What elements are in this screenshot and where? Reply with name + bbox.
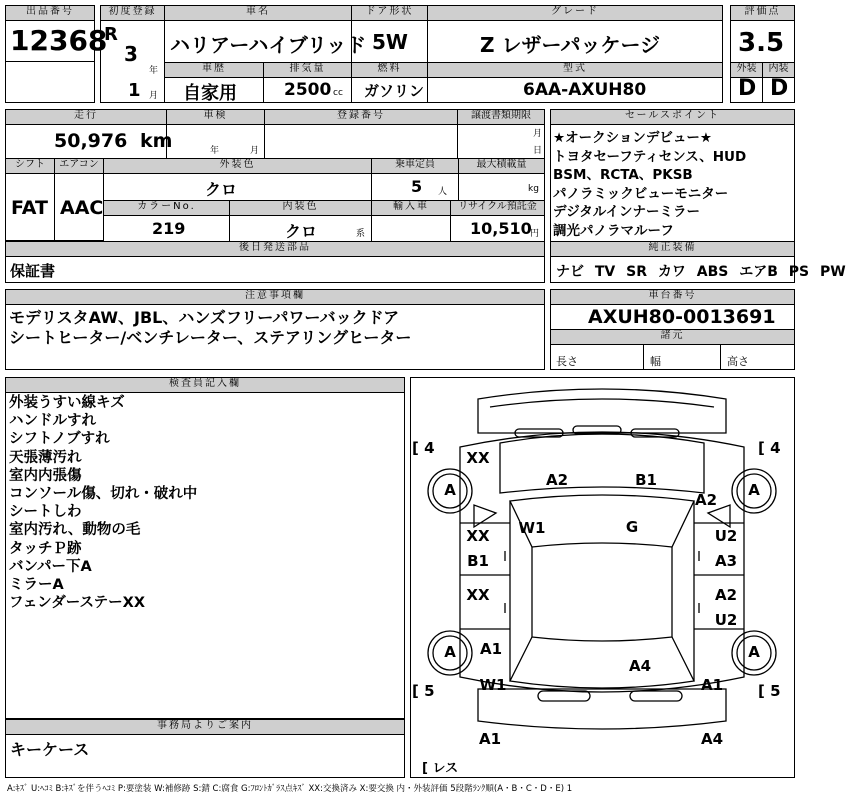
model: 6AA-AXUH80 bbox=[523, 80, 647, 100]
lot-no-header: 出品番号 bbox=[5, 5, 95, 21]
grade: Z レザーパッケージ bbox=[480, 33, 661, 57]
inspector-line: ハンドルすれ bbox=[9, 413, 96, 430]
mark-rear-glass: W1 bbox=[479, 676, 507, 694]
dims-header: 諸元 bbox=[550, 329, 795, 345]
capacity-unit: 人 bbox=[438, 187, 448, 197]
chassis-header: 車台番号 bbox=[550, 289, 795, 305]
width-label: 幅 bbox=[650, 355, 661, 368]
insp-month-unit: 月 bbox=[250, 146, 260, 156]
mark-rr-door2: U2 bbox=[714, 611, 738, 629]
int-color: クロ bbox=[285, 222, 318, 241]
month-unit: 月 bbox=[149, 91, 159, 101]
mark-roof: G bbox=[625, 518, 639, 536]
tread-rl: [ 5 bbox=[412, 682, 435, 700]
reg-month: 1 bbox=[128, 80, 141, 101]
equip-ps: PS bbox=[788, 264, 810, 280]
score-header: 評価点 bbox=[730, 5, 795, 21]
sales-line: BSM、RCTA、PKSB bbox=[553, 167, 693, 183]
inspector-header: 検査員記入欄 bbox=[5, 377, 405, 393]
lot-no-blank bbox=[5, 61, 95, 103]
wheel-rl-mark: A bbox=[444, 643, 456, 661]
model-header: 型式 bbox=[427, 62, 723, 78]
later-parts: 保証書 bbox=[10, 262, 56, 280]
plate-header: 登録番号 bbox=[264, 109, 458, 125]
equipment-header: 純正装備 bbox=[550, 241, 795, 257]
capacity-header: 乗車定員 bbox=[371, 158, 459, 174]
transfer-box bbox=[457, 124, 545, 159]
displacement-header: 排気量 bbox=[263, 62, 352, 78]
height-label: 高さ bbox=[727, 355, 749, 368]
notes-text bbox=[9, 308, 411, 348]
mark-l-quarter: A1 bbox=[479, 640, 503, 658]
mark-rf-door2: A3 bbox=[714, 552, 738, 570]
score: 3.5 bbox=[738, 28, 785, 58]
first-reg-header: 初度登録 bbox=[100, 5, 165, 21]
mark-rr-door: A2 bbox=[714, 586, 738, 604]
color-no-header: カラーNo. bbox=[103, 200, 230, 216]
mileage-header: 走行 bbox=[5, 109, 167, 125]
mileage: 50,976 bbox=[54, 130, 128, 152]
car-name-header: 車名 bbox=[164, 5, 352, 21]
color: クロ bbox=[205, 180, 238, 199]
mark-r-quarter: A1 bbox=[700, 676, 724, 694]
equip-pw: PW bbox=[820, 264, 846, 280]
later-header: 後日発送部品 bbox=[5, 241, 545, 257]
import-header: 輸入車 bbox=[371, 200, 451, 216]
office-header: 事務局よりご案内 bbox=[5, 719, 405, 735]
inspector-line: フェンダーステーXX bbox=[9, 595, 146, 612]
equip-airbag: エアB bbox=[739, 264, 778, 280]
grade-header: グレード bbox=[427, 5, 723, 21]
equip-abs: ABS bbox=[696, 264, 729, 280]
mark-lr-door: XX bbox=[466, 586, 490, 604]
mileage-unit: km bbox=[140, 130, 173, 152]
color-box bbox=[103, 173, 372, 201]
equip-leather: カワ bbox=[657, 264, 686, 280]
notes-header: 注意事項欄 bbox=[5, 289, 545, 305]
equip-tv: TV bbox=[594, 264, 616, 280]
note-line: モデリスタAW、JBL、ハンズフリーパワーバックドア bbox=[9, 308, 400, 327]
ext-grade: D bbox=[738, 76, 757, 101]
inspector-line: コンソール傷、切れ・破れ中 bbox=[9, 486, 198, 503]
recycle-unit: 円 bbox=[530, 229, 540, 239]
equip-sr: SR bbox=[626, 264, 648, 280]
int-grade: D bbox=[770, 76, 789, 101]
mark-rear-bumper-r: A4 bbox=[700, 730, 724, 748]
displacement-unit: cc bbox=[333, 88, 343, 98]
mark-rf-door: U2 bbox=[714, 527, 738, 545]
transfer-day-unit: 日 bbox=[533, 146, 543, 156]
transfer-month-unit: 月 bbox=[533, 129, 543, 139]
inspector-line: バンパー下A bbox=[9, 558, 92, 575]
spare-tire: [ レス bbox=[422, 761, 459, 776]
int-color-unit: 系 bbox=[356, 229, 366, 239]
sales-line: ★オークションデビュー★ bbox=[553, 130, 712, 146]
transfer-header: 譲渡書類期限 bbox=[457, 109, 545, 125]
wheel-fl-mark: A bbox=[444, 481, 456, 499]
inspector-line: シートしわ bbox=[9, 504, 82, 521]
plate-box bbox=[264, 124, 458, 159]
tread-fl: [ 4 bbox=[412, 439, 435, 457]
car-diagram bbox=[410, 377, 795, 778]
displacement: 2500 bbox=[284, 80, 332, 100]
ext-header: 外装 bbox=[730, 62, 763, 78]
load-unit: kg bbox=[528, 184, 539, 194]
int-header: 内装 bbox=[762, 62, 795, 78]
car-name: ハリアーハイブリッド bbox=[170, 33, 367, 57]
mark-rear-center: A4 bbox=[628, 657, 652, 675]
recycle: 10,510 bbox=[470, 219, 532, 238]
wheel-rr-mark: A bbox=[748, 643, 760, 661]
era: R bbox=[104, 24, 118, 45]
equip-nav: ナビ bbox=[556, 264, 584, 280]
mark-hood: XX bbox=[466, 449, 490, 467]
capacity: 5 bbox=[411, 177, 423, 196]
mark-fr-fender: A2 bbox=[694, 491, 718, 509]
wheel-fr-mark: A bbox=[748, 481, 760, 499]
sales-line: デジタルインナーミラー bbox=[553, 204, 701, 220]
history: 自家用 bbox=[183, 83, 237, 104]
reg-year: 3 bbox=[124, 42, 138, 66]
shift-header: シフト bbox=[5, 158, 55, 174]
sales-header: セールスポイント bbox=[550, 109, 795, 125]
inspector-line: 外装うすい線キズ bbox=[9, 395, 125, 411]
import-box bbox=[371, 215, 451, 242]
sales-points bbox=[553, 129, 746, 240]
sales-line: 調光パノラマルーフ bbox=[553, 222, 674, 239]
lot-no: 12368 bbox=[10, 24, 108, 57]
int-color-header: 内装色 bbox=[229, 200, 372, 216]
sales-line: パノラミックビューモニター bbox=[553, 185, 729, 202]
inspector-line: シフトノブすれ bbox=[9, 431, 110, 448]
sales-line: トヨタセーフティセンス、HUD bbox=[553, 148, 747, 165]
ac-header: エアコン bbox=[54, 158, 104, 174]
shift: FAT bbox=[11, 197, 48, 219]
tread-fr: [ 4 bbox=[758, 439, 781, 457]
legend: A:ｷｽﾞ U:ﾍｺﾐ B:ｷｽﾞを伴うﾍｺﾐ P:要塗装 W:補修跡 S:錆 C:腐食 G:ﾌﾛﾝﾄｶﾞﾗｽ点ｷｽﾞ XX:交換済み X:要交換 内・外装評価 5段階ﾗﾝｸ順(A・B・C・D・E) 1 bbox=[7, 784, 573, 794]
color-header: 外装色 bbox=[103, 158, 372, 174]
inspector-notes bbox=[9, 394, 197, 612]
length-label: 長さ bbox=[556, 355, 578, 368]
ac: AAC bbox=[60, 197, 104, 219]
inspection-header: 車検 bbox=[166, 109, 265, 125]
office-text: キーケース bbox=[10, 740, 90, 759]
inspector-line: 天張薄汚れ bbox=[9, 449, 82, 466]
mark-fr-fender-top: B1 bbox=[635, 471, 657, 489]
note-line: シートヒーター/ベンチレーター、ステアリングヒーター bbox=[9, 328, 412, 347]
mark-lf-door2: B1 bbox=[467, 552, 489, 570]
load-header: 最大積載量 bbox=[458, 158, 545, 174]
history-header: 車歴 bbox=[164, 62, 264, 78]
inspector-line: タッチＰ跡 bbox=[9, 540, 82, 557]
mark-lf-door: XX bbox=[466, 527, 490, 545]
inspector-line: ミラーA bbox=[9, 577, 64, 594]
color-no: 219 bbox=[152, 219, 186, 238]
year-unit: 年 bbox=[149, 66, 159, 76]
equipment-list bbox=[556, 261, 846, 281]
door-header: ドア形状 bbox=[351, 5, 428, 21]
mark-fl-window: W1 bbox=[518, 519, 546, 537]
inspector-line: 室内内張傷 bbox=[9, 467, 82, 484]
recycle-header: リサイクル預託金 bbox=[450, 200, 545, 216]
chassis-number: AXUH80-0013691 bbox=[588, 306, 776, 328]
fuel-header: 燃料 bbox=[351, 62, 428, 78]
insp-year-unit: 年 bbox=[210, 146, 220, 156]
door-type: 5W bbox=[372, 30, 408, 54]
inspector-line: 室内汚れ、動物の毛 bbox=[9, 522, 141, 539]
later-box bbox=[5, 256, 545, 283]
mark-fl-fender-top: A2 bbox=[545, 471, 569, 489]
tread-rr: [ 5 bbox=[758, 682, 781, 700]
mark-rear-bumper-l: A1 bbox=[478, 730, 502, 748]
fuel: ガソリン bbox=[364, 82, 425, 100]
